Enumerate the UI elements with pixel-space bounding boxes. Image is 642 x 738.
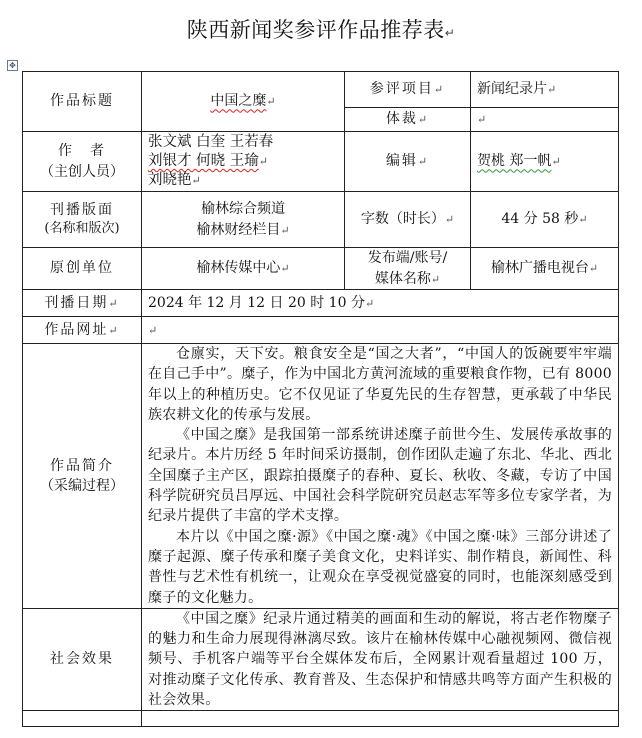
summary-paragraph-1: 仓廪实，天下安。粮食安全是“国之大者”，“中国人的饭碗要牢牢端在自己手中”。糜子，作为中国北方黄河流域的重要粮食作物，已有 8000 年以上的种植历史。它不仅见证了华夏先民的生存智慧，更承载了中华民族农耕文化的传承与发展。 bbox=[148, 346, 612, 423]
editors-label: 编辑↵ bbox=[345, 132, 471, 192]
url-value[interactable]: ↵ bbox=[142, 317, 619, 344]
editors-value[interactable]: 贺桃 郑一帆↵ bbox=[471, 132, 619, 192]
publish-section-value[interactable]: 榆林综合频道 榆林财经栏目↵ bbox=[142, 192, 345, 248]
summary-label: 作品简介 （采编过程） bbox=[23, 344, 142, 609]
origin-value[interactable]: 榆林传媒中心↵ bbox=[142, 248, 345, 290]
summary-text[interactable] bbox=[142, 344, 619, 609]
genre-value[interactable]: ↵ bbox=[471, 108, 619, 132]
impact-text[interactable] bbox=[142, 608, 619, 710]
form-title-text: 陕西新闻奖参评作品推荐表 bbox=[186, 18, 445, 42]
table-move-handle-icon[interactable]: ✥ bbox=[7, 60, 18, 71]
publish-date-label: 刊播日期↵ bbox=[23, 290, 142, 317]
paragraph-mark: ↵ bbox=[444, 26, 456, 40]
summary-paragraph-2: 《中国之糜》是我国第一部系统讲述糜子前世今生、发展传承故事的纪录片。本片历经 5 年时间采访摄制，创作团队走遍了东北、华北、西北全国糜子主产区，跟踪拍摄糜子的春种、夏长、秋收、冬藏，专访了中国科学院研究员吕厚远、中国社会科学院研究员赵志军等多位专家学者，为纪录片提供了丰富的学术支撑。 bbox=[148, 427, 612, 525]
authors-value[interactable]: 张文斌 白奎 王若春 刘银才 何晓 王瑜↵ 刘晓艳↵ bbox=[142, 132, 345, 192]
trailing-cell-right[interactable] bbox=[142, 711, 619, 727]
impact-paragraph-1: 《中国之糜》纪录片通过精美的画面和生动的解说，将古老作物糜子的魅力和生命力展现得淋漓尽致。该片在榆林传媒中心融视频网、微信视频号、手机客户端等平台全媒体发布后，全网累计观看量超过 100 万，对推动糜子文化传承、教育普及、生态保护和情感共鸣等方面产生积极的社会效果。 bbox=[148, 610, 612, 709]
publish-section-label: 刊播版面 (名称和版次) bbox=[23, 192, 142, 248]
row-publish-date bbox=[23, 290, 619, 317]
word-count-value[interactable]: 44 分 58 秒↵ bbox=[471, 192, 619, 248]
row-impact bbox=[23, 608, 619, 710]
summary-paragraph-3: 本片以《中国之糜·源》《中国之糜·魂》《中国之糜·味》三部分讲述了糜子起源、糜子传承和糜子美食文化，史料详实、制作精良，新闻性、科普性与艺术性有机统一，让观众在享受视觉盛宴的同时，也能深刻感受到糜子的文化魅力。 bbox=[148, 528, 612, 606]
authors-label: 作 者 （主创人员） bbox=[23, 132, 142, 192]
row-summary bbox=[23, 344, 619, 609]
impact-label: 社会效果 bbox=[23, 608, 142, 710]
row-origin bbox=[23, 248, 619, 290]
category-value[interactable]: 新闻纪录片↵ bbox=[471, 72, 619, 108]
trailing-cell-left bbox=[23, 711, 142, 727]
category-label: 参评项目↵ bbox=[345, 72, 471, 108]
word-count-label: 字数（时长）↵ bbox=[345, 192, 471, 248]
work-title-label: 作品标题 bbox=[23, 72, 142, 132]
publisher-value[interactable]: 榆林广播电视台↵ bbox=[471, 248, 619, 290]
form-title bbox=[0, 14, 642, 44]
row-title-category bbox=[23, 72, 619, 108]
genre-label: 体裁↵ bbox=[345, 108, 471, 132]
url-label: 作品网址↵ bbox=[23, 317, 142, 344]
publisher-label: 发布端/账号/ 媒体名称↵ bbox=[345, 248, 471, 290]
work-title-value[interactable]: 中国之糜↵ bbox=[142, 72, 345, 132]
row-url bbox=[23, 317, 619, 344]
row-authors bbox=[23, 132, 619, 192]
publish-date-value[interactable]: 2024 年 12 月 12 日 20 时 10 分↵ bbox=[142, 290, 619, 317]
row-trailing bbox=[23, 711, 619, 727]
row-publish-section bbox=[23, 192, 619, 248]
recommendation-table bbox=[22, 71, 619, 727]
origin-label: 原创单位 bbox=[23, 248, 142, 290]
